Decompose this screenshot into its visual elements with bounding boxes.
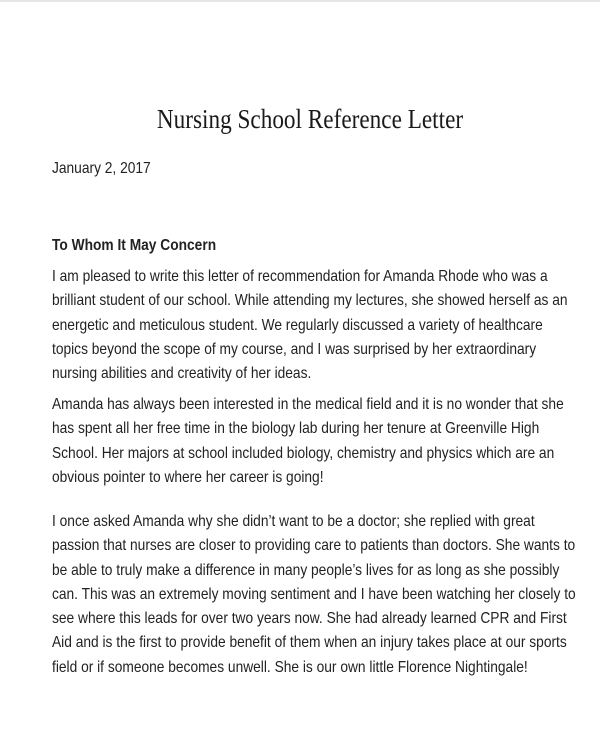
paragraph-2: Amanda has always been interested in the medical field and it is no wonder that she has spent all her free time in the biology lab during her tenure at Greenville High School. Her majors at school included biology, chemistry and physics which are an obvious pointer to where her career is going! <box>52 396 564 486</box>
paragraph-3: I once asked Amanda why she didn’t want to be a doctor; she replied with great passion that nurses are closer to providing care to patients than doctors. She wants to be able to truly make a difference in many people’s lives for as long as she possibly can. This was an extremely moving sentiment and I have been watching her closely to see where this leads for over two years now. She had already learned CPR and First Aid and is the first to provide benefit of them when an injury takes place at our sports field or if someone becomes unwell. She is our own little Florence Nightingale! <box>52 513 576 676</box>
paragraph-1: I am pleased to write this letter of recommendation for Amanda Rhode who was a brilliant student of our school. While attending my lectures, she showed herself as an energetic and meticulous student. We regularly discussed a variety of healthcare topics beyond the scope of my course, and I was surprised by her extraordinary nursing abilities and creativity of her ideas. <box>52 268 568 383</box>
document-title: Nursing School Reference Letter <box>156 104 464 134</box>
top-divider <box>0 0 600 2</box>
salutation: To Whom It May Concern <box>52 237 217 254</box>
letter-date: January 2, 2017 <box>52 160 151 177</box>
